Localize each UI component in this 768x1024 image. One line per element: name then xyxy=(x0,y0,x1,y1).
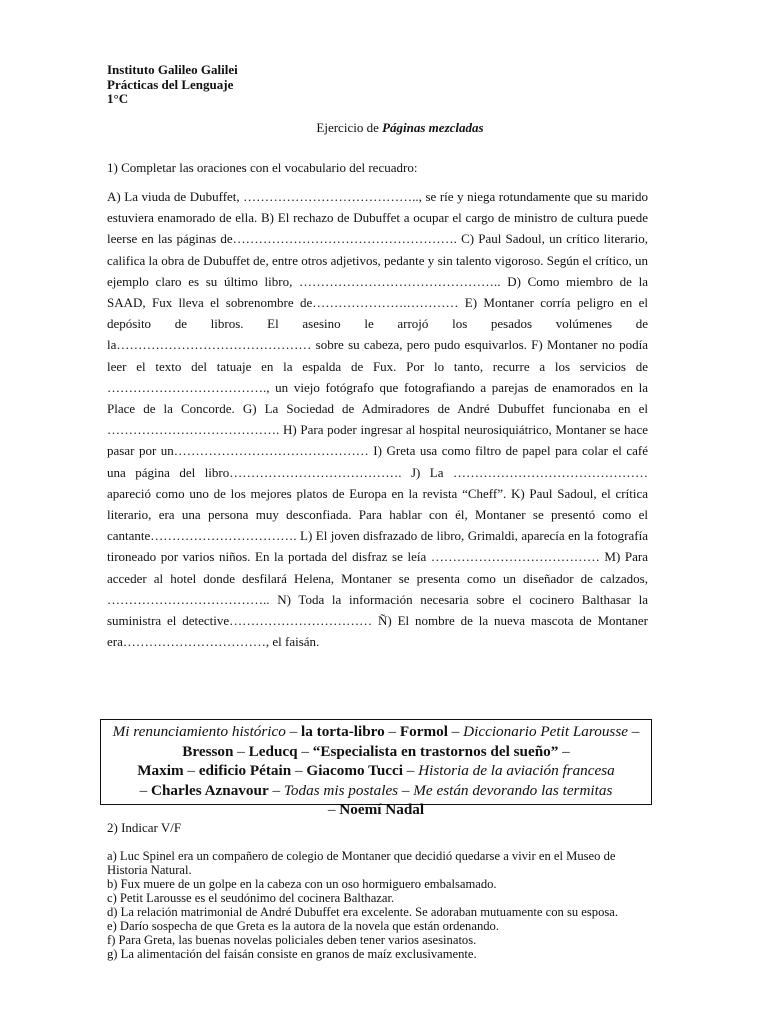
vocab-separator: – xyxy=(627,723,640,740)
vocabulary-box xyxy=(100,719,652,818)
vocab-word: edificio Pétain xyxy=(198,762,292,779)
vocab-word: Todas mis postales xyxy=(283,781,399,799)
vocab-word: Mi renunciamiento histórico xyxy=(112,723,286,740)
list-item: c) Petit Larousse es el seudónimo del cocinera Balthazar. xyxy=(107,891,395,905)
vocab-separator: – xyxy=(398,781,414,799)
true-false-list xyxy=(107,849,648,961)
course-name: 1°C xyxy=(107,91,129,106)
vocab-word: Me están devorando las termitas xyxy=(413,781,613,799)
vocab-word: Formol xyxy=(399,723,448,740)
vocab-separator: – xyxy=(291,762,307,779)
document-header xyxy=(107,63,238,107)
vocab-word: Bresson xyxy=(182,742,234,760)
vocab-word: Giacomo Tucci xyxy=(306,762,403,779)
vocab-word: Noemí Nadal xyxy=(339,801,425,818)
list-item: b) Fux muere de un golpe en la cabeza con un oso hormiguero embalsamado. xyxy=(107,877,497,891)
vocab-word: “Especialista en trastornos del sueño” xyxy=(312,742,559,760)
list-item: f) Para Greta, las buenas novelas policiales deben tener varios asesinatos. xyxy=(107,933,477,947)
vocab-word: Historia de la aviación francesa xyxy=(418,762,615,779)
vocab-separator: – xyxy=(384,723,400,740)
vocab-separator: – xyxy=(447,723,464,740)
school-name: Instituto Galileo Galilei xyxy=(107,62,238,77)
vocab-word: Maxim xyxy=(137,762,184,779)
question-1-heading: 1) Completar las oraciones con el vocabulario del recuadro: xyxy=(107,160,418,175)
vocab-separator: – xyxy=(297,742,313,760)
list-item: a) Luc Spinel era un compañero de colegio de Montaner que decidió quedarse a vivir en el Museo de Historia Natural. xyxy=(107,849,616,877)
vocab-separator: – xyxy=(268,781,284,799)
title-prefix: Ejercicio de xyxy=(316,120,383,135)
vocab-word: la torta-libro xyxy=(301,723,385,740)
vocab-word: Leducq xyxy=(248,742,298,760)
vocab-separator: – xyxy=(139,781,151,799)
vocab-separator: – xyxy=(233,742,249,760)
vocab-word: Diccionario Petit Larousse xyxy=(463,723,628,740)
vocab-separator: – xyxy=(403,762,419,779)
subject-name: Prácticas del Lenguaje xyxy=(107,76,234,92)
vocab-separator: – xyxy=(183,762,199,779)
vocab-separator: – xyxy=(558,742,570,760)
title-name: Páginas mezcladas xyxy=(382,120,484,135)
list-item: g) La alimentación del faisán consiste en granos de maíz exclusivamente. xyxy=(107,947,477,961)
list-item: d) La relación matrimonial de André Dubuffet era excelente. Se adoraban mutuamente con su esposa. xyxy=(107,905,619,919)
exercise-title xyxy=(0,120,768,136)
question-2-heading: 2) Indicar V/F xyxy=(107,820,182,835)
vocab-separator: – xyxy=(327,801,340,818)
question-1-text: A) La viuda de Dubuffet, ………………………………….., se ríe y niega rotundamente que su marido estuviera enamorado de ella. B) El rechazo de Dubuffet a ocupar el cargo de ministro de cultura puede leerse en las páginas de……………………………………………. C) Paul Sadoul, un crítico literario, califica la obra de Dubuffet de, entre otros adjetivos, pedante y sin talento vigoroso. Según el crítico, un ejemplo claro es su último libro, ……………………………………….. D) Como miembro de la SAAD, Fux lleva el sobrenombre de………………….………… E) Montaner corría peligro en el depósito de libros. El asesino le arrojó los pesados volúmenes de la……………………………………… sobre su cabeza, pero pudo esquivarlos. F) Montaner no podía leer el texto del tatuaje en la espalda de Fux. Por lo tanto, recurre a los servicios de ………………………………., un viejo fotógrafo que fotografiando a parejas de enamorados en la Place de la Concorde. G) La Sociedad de Admiradores de André Dubuffet funcionaba en el …………………………………. H) Para poder ingresar al hospital neurosiquiátrico, Montaner se hace pasar por un……………………………………… I) Greta usa como filtro de papel para colar el café una página del libro…………………………………. J) La ………………………………………apareció como uno de los mejores platos de Europa en la revista “Cheff”. K) Paul Sadoul, el crítica literario, era una persona muy desconfiada. Para hablar con él, Montaner se presentó como el cantante……………………………. L) El joven disfrazado de libro, Grimaldi, aparecía en la fotografía tironeado por varios niños. En la portada del disfraz se leía ………………………………… M) Para acceder al hotel donde desfilará Helena, Montaner se presenta como un diseñador de calzados, ……………………………….. N) Toda la información necesaria sobre el cocinero Balthasar la suministra el detective…………………………… Ñ) El nombre de la nueva mascota de Montaner era……………………………, el faisán. xyxy=(107,189,648,650)
list-item: e) Darío sospecha de que Greta es la autora de la novela que están ordenando. xyxy=(107,919,499,933)
vocab-separator: – xyxy=(285,723,302,740)
vocab-word: Charles Aznavour xyxy=(150,781,269,799)
